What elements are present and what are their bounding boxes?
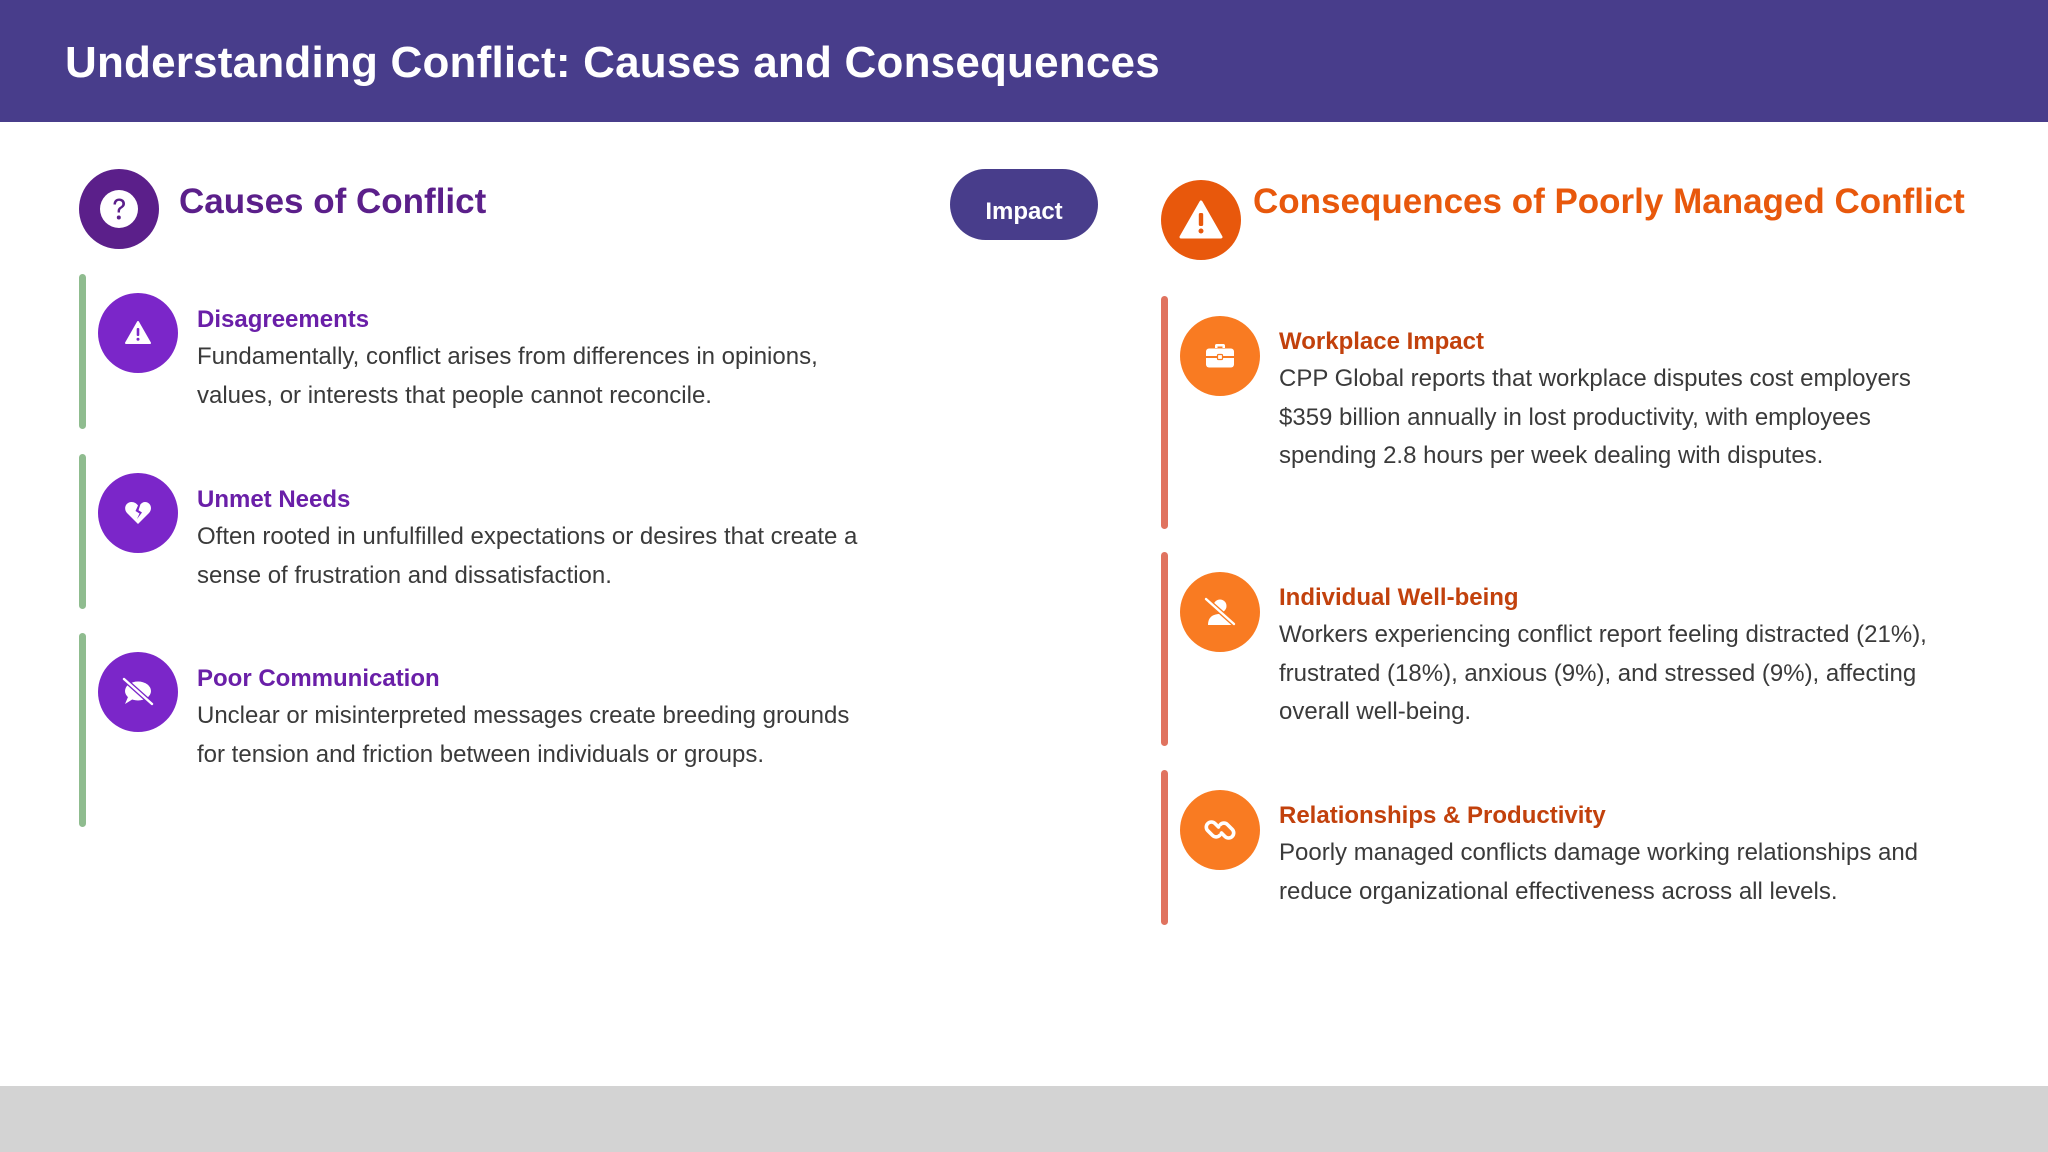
card-title: Individual Well-being (1279, 584, 1519, 611)
comment-slash-icon (98, 652, 178, 732)
impact-button[interactable]: Impact (950, 169, 1098, 240)
card-accent-bar (1161, 770, 1168, 925)
causes-title: Causes of Conflict (179, 182, 487, 221)
card-title: Relationships & Productivity (1279, 802, 1606, 829)
card-description: CPP Global reports that workplace disputes cost employers $359 billion annually in lost productivity, with employees spending 2.8 hours per week dealing with disputes. (1279, 365, 1911, 469)
footer-band (0, 1086, 2048, 1152)
question-circle-icon (79, 169, 159, 249)
consequence-card-individual-wellbeing (1161, 552, 1981, 746)
card-accent-bar (79, 633, 86, 827)
header-bar (0, 0, 2048, 122)
user-slash-icon (1180, 572, 1260, 652)
consequence-card-workplace-impact (1161, 296, 1981, 529)
card-title: Poor Communication (197, 665, 440, 692)
consequence-card-relationships-productivity (1161, 770, 1981, 925)
card-accent-bar (79, 274, 86, 429)
card-accent-bar (79, 454, 86, 609)
page-title: Understanding Conflict: Causes and Consequences (65, 38, 1160, 87)
card-accent-bar (1161, 296, 1168, 529)
card-title: Workplace Impact (1279, 328, 1484, 355)
card-accent-bar (1161, 552, 1168, 746)
cause-card-unmet-needs (79, 454, 879, 609)
card-title: Disagreements (197, 306, 370, 333)
warning-triangle-icon (98, 293, 178, 373)
consequences-title: Consequences of Poorly Managed Conflict (1253, 182, 1965, 221)
exclamation-triangle-icon (1161, 180, 1241, 260)
card-description: Poorly managed conflicts damage working relationships and reduce organizational effectiveness across all levels. (1279, 839, 1919, 905)
card-description: Fundamentally, conflict arises from differences in opinions, values, or interests that people cannot reconcile. (197, 343, 818, 409)
briefcase-icon (1180, 316, 1260, 396)
cause-card-disagreements (79, 274, 879, 429)
card-description: Workers experiencing conflict report feeling distracted (21%), frustrated (18%), anxious (9%), and stressed (9%), affecting overall well-being. (1279, 621, 1927, 725)
card-description: Unclear or misinterpreted messages create breeding grounds for tension and friction between individuals or groups. (197, 702, 850, 768)
cause-card-poor-communication (79, 633, 879, 827)
link-icon (1180, 790, 1260, 870)
card-description: Often rooted in unfulfilled expectations or desires that create a sense of frustration and dissatisfaction. (197, 523, 858, 589)
heart-broken-icon (98, 473, 178, 553)
card-title: Unmet Needs (197, 486, 351, 513)
